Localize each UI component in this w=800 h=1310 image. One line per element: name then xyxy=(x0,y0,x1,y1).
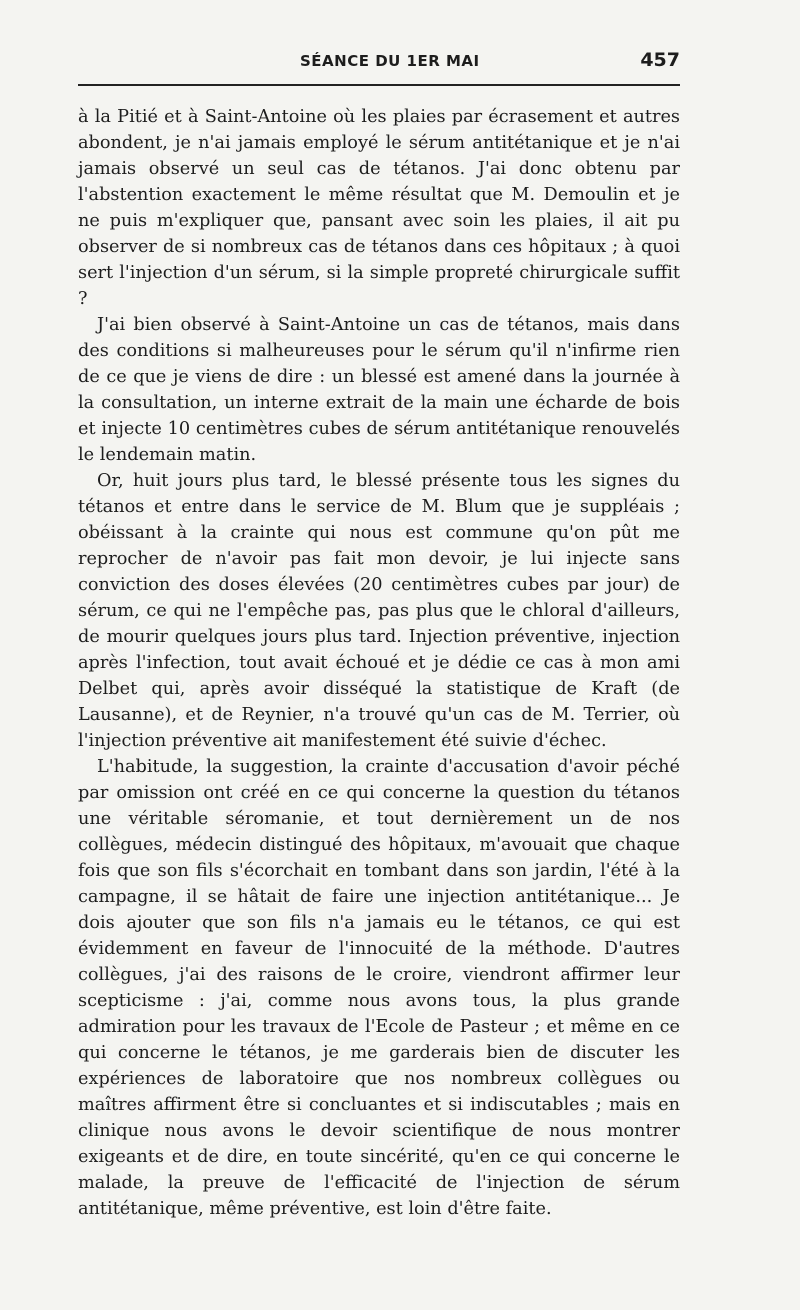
paragraph-4: L'habitude, la suggestion, la crainte d'accusation d'avoir péché par omission ont créé en ce qui concerne la question du tétanos une véritable séromanie, et tout dernièrement un de nos collègues, médecin distingué des hôpitaux, m'avouait que chaque fois que son fils s'écorchait en tombant dans son jardin, l'été à la campagne, il se hâtait de faire une injection antitétanique... Je dois ajouter que son fils n'a jamais eu le tétanos, ce qui est évidemment en faveur de l'innocuité de la méthode. D'autres collègues, j'ai des raisons de le croire, viendront affirmer leur scepticisme : j'ai, comme nous avons tous, la plus grande admiration pour les travaux de l'Ecole de Pasteur ; et même en ce qui concerne le tétanos, je me garderais bien de discuter les expériences de laboratoire que nos nombreux collègues ou maîtres affirment être si concluantes et si indiscutables ; mais en clinique nous avons le devoir scientifique de nous montrer exigeants et de dire, en toute sincérité, qu'en ce qui concerne le malade, la preuve de l'efficacité de l'injection de sérum antitétanique, même préventive, est loin d'être faite. xyxy=(78,757,680,1219)
paragraph-1: à la Pitié et à Saint-Antoine où les plaies par écrasement et autres abondent, je n'ai jamais employé le sérum antitétanique et je n'ai jamais observé un seul cas de tétanos. J'ai donc obtenu par l'abstention exactement le même résultat que M. Demoulin et je ne puis m'expliquer que, pansant avec soin les plaies, il ait pu observer de si nombreux cas de tétanos dans ces hôpitaux ; à quoi sert l'injection d'un sérum, si la simple propreté chirurgicale suffit ? xyxy=(78,107,680,309)
paragraph-2: J'ai bien observé à Saint-Antoine un cas de tétanos, mais dans des conditions si malheureuses pour le sérum qu'il n'infirme rien de ce que je viens de dire : un blessé est amené dans la journée à la consultation, un interne extrait de la main une écharde de bois et injecte 10 centimètres cubes de sérum antitétanique renouvelés le lendemain matin. xyxy=(78,315,680,465)
header-rule xyxy=(78,84,680,86)
page xyxy=(78,44,680,1219)
paragraph-3: Or, huit jours plus tard, le blessé présente tous les signes du tétanos et entre dans le service de M. Blum que je suppléais ; obéissant à la crainte qui nous est commune qu'on pût me reprocher de n'avoir pas fait mon devoir, je lui injecte sans conviction des doses élevées (20 centimètres cubes par jour) de sérum, ce qui ne l'empêche pas, pas plus que le chloral d'ailleurs, de mourir quelques jours plus tard. Injection préventive, injection après l'infection, tout avait échoué et je dédie ce cas à mon ami Delbet qui, après avoir disséqué la statistique de Kraft (de Lausanne), et de Reynier, n'a trouvé qu'un cas de M. Terrier, où l'injection préventive ait manifestement été suivie d'échec. xyxy=(78,471,680,751)
page-number: 457 xyxy=(640,49,680,71)
running-header xyxy=(78,44,680,78)
running-title: SÉANCE DU 1ER MAI xyxy=(300,52,480,70)
body-text xyxy=(78,104,680,1222)
